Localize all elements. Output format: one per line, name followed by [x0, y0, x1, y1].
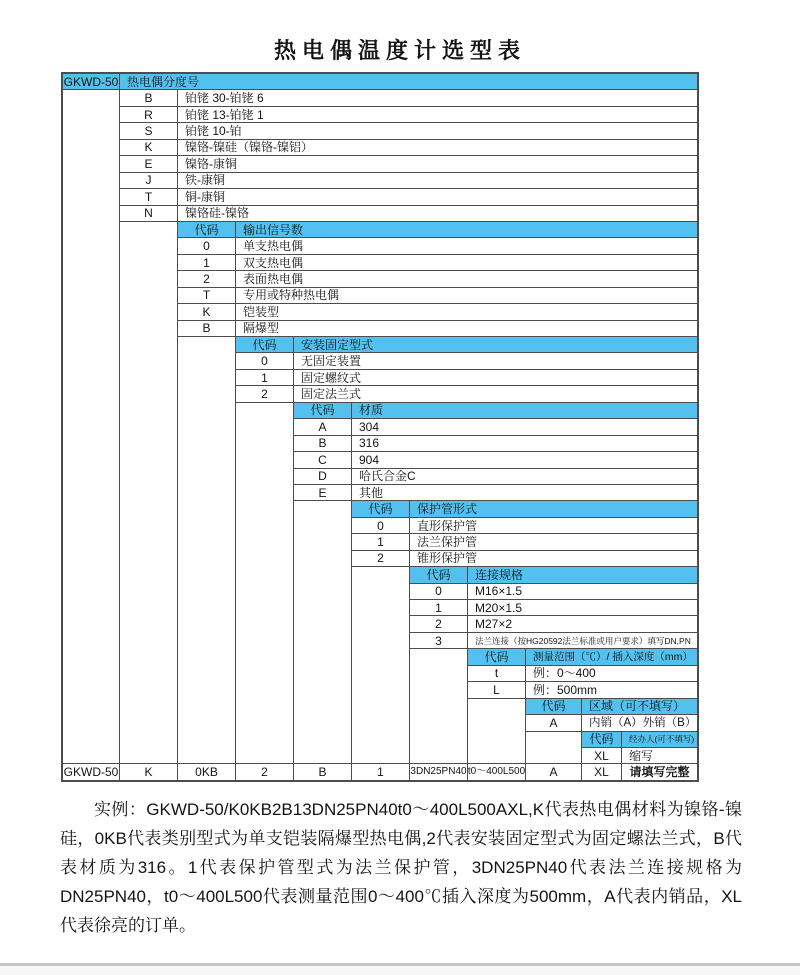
section-title-cell: 材质: [351, 402, 697, 418]
section-title-cell: 经办人(可不填写): [621, 731, 697, 747]
option-code-cell: T: [177, 287, 235, 303]
code-header-cell: 代码: [467, 648, 525, 664]
summary-cell: A: [525, 763, 581, 779]
option-desc-cell: M27×2: [467, 615, 697, 631]
option-code-cell: T: [119, 188, 177, 204]
option-code-cell: D: [293, 468, 351, 484]
option-desc-cell: 内销（A）外销（B）: [581, 714, 697, 730]
option-code-cell: 1: [409, 599, 467, 615]
column-spacer-cell: [62, 89, 119, 763]
option-desc-cell: 固定法兰式: [293, 385, 697, 401]
section-title-cell: 安装固定型式: [293, 336, 697, 352]
option-desc-cell: 铂铑 10-铂: [177, 122, 697, 138]
code-header-cell: 代码: [177, 221, 235, 237]
section-title-cell: 连接规格: [467, 566, 697, 582]
example-paragraph: 实例：GKWD-50/K0KB2B13DN25PN40t0～400L500AXL,K代表热电偶材料为镍铬-镍硅，0KB代表类别型式为单支铠装隔爆型热电偶,2代表安装固定型式为固定螺法兰式，B代表材质为316。1代表保护管型式为法兰保护管，3DN25PN40代表法兰连接规格为DN25PN40，t0～400L500代表测量范围0～400℃插入深度为500mm，A代表内销品，XL代表徐亮的订单。: [60, 800, 742, 935]
option-desc-cell: 镍铬-镍硅（镍铬-镍铝）: [177, 139, 697, 155]
page-title: 热电偶温度计选型表: [273, 38, 526, 63]
section-title-cell: 保护管形式: [409, 500, 697, 516]
option-desc-cell: 锥形保护管: [409, 550, 697, 566]
code-header-cell: 代码: [351, 500, 409, 516]
option-code-cell: B: [293, 435, 351, 451]
column-spacer-cell: [177, 336, 235, 763]
option-desc-cell: 哈氏合金C: [351, 468, 697, 484]
option-code-cell: XL: [581, 747, 621, 763]
option-desc-cell: 铜-康铜: [177, 188, 697, 204]
option-desc-cell: 904: [351, 451, 697, 467]
code-header-cell: 代码: [409, 566, 467, 582]
section-title-cell: 测量范围（℃）/ 插入深度（mm）: [525, 648, 697, 664]
option-code-cell: E: [293, 484, 351, 500]
option-desc-cell: 316: [351, 435, 697, 451]
option-desc-cell: 单支热电偶: [235, 237, 697, 253]
option-code-cell: R: [119, 106, 177, 122]
summary-cell: 3DN25PN40: [409, 763, 467, 779]
model-code-cell: GKWD-50: [63, 74, 119, 89]
option-code-cell: t: [467, 665, 525, 681]
section-title-cell: 输出信号数: [235, 221, 697, 237]
option-desc-cell: 铂铑 13-铂铑 1: [177, 106, 697, 122]
option-code-cell: 0: [177, 237, 235, 253]
option-code-cell: J: [119, 172, 177, 188]
summary-cell: GKWD-50: [63, 765, 119, 780]
summary-cell: t0～400L500: [467, 763, 525, 779]
column-spacer-cell: [525, 731, 581, 764]
option-code-cell: K: [119, 139, 177, 155]
option-code-cell: S: [119, 122, 177, 138]
summary-cell: 0KB: [177, 763, 235, 779]
option-desc-cell: 镍铬-康铜: [177, 155, 697, 171]
column-spacer-cell: [467, 698, 525, 764]
selection-table: [62, 73, 698, 781]
column-spacer-cell: [351, 566, 409, 763]
option-code-cell: 2: [177, 270, 235, 286]
option-desc-cell: 隔爆型: [235, 320, 697, 336]
option-code-cell: 2: [351, 550, 409, 566]
option-desc-cell: 专用或特种热电偶: [235, 287, 697, 303]
option-code-cell: 1: [235, 369, 293, 385]
option-desc-cell: 无固定装置: [293, 352, 697, 368]
option-desc-cell: 法兰保护管: [409, 533, 697, 549]
option-desc-cell: 表面热电偶: [235, 270, 697, 286]
option-desc-cell: M20×1.5: [467, 599, 697, 615]
option-code-cell: B: [119, 89, 177, 105]
option-code-cell: K: [177, 303, 235, 319]
section-title-cell: 区域（可不填写）: [581, 698, 697, 714]
option-code-cell: 0: [235, 352, 293, 368]
summary-cell: B: [293, 763, 351, 779]
option-desc-cell: 法兰连接（按HG20592法兰标准或用户要求）填写DN,PN: [467, 632, 697, 648]
option-code-cell: 0: [409, 583, 467, 599]
option-code-cell: 1: [177, 254, 235, 270]
summary-cell: 2: [235, 763, 293, 779]
option-desc-cell: 铁-康铜: [177, 172, 697, 188]
option-desc-cell: 铂铑 30-铂铑 6: [177, 89, 697, 105]
option-code-cell: C: [293, 451, 351, 467]
option-code-cell: L: [467, 681, 525, 697]
option-code-cell: A: [525, 714, 581, 730]
section-title-cell: 热电偶分度号: [119, 73, 697, 89]
code-header-cell: 代码: [235, 336, 293, 352]
option-desc-cell: 直形保护管: [409, 517, 697, 533]
column-spacer-cell: [119, 221, 177, 763]
summary-cell: 请填写完整: [621, 763, 697, 779]
code-header-cell: 代码: [293, 402, 351, 418]
option-desc-cell: 铠装型: [235, 303, 697, 319]
option-desc-cell: 固定螺纹式: [293, 369, 697, 385]
option-desc-cell: 缩写: [621, 747, 697, 763]
option-desc-cell: 例：500mm: [525, 681, 697, 697]
summary-cell: XL: [581, 763, 621, 779]
column-spacer-cell: [235, 402, 293, 764]
column-spacer-cell: [293, 500, 351, 763]
code-header-cell: 代码: [525, 698, 581, 714]
option-code-cell: 0: [351, 517, 409, 533]
option-desc-cell: M16×1.5: [467, 583, 697, 599]
option-desc-cell: 镍铬硅-镍铬: [177, 205, 697, 221]
option-desc-cell: 其他: [351, 484, 697, 500]
option-desc-cell: 304: [351, 418, 697, 434]
summary-cell: 1: [351, 763, 409, 779]
column-spacer-cell: [409, 648, 467, 763]
option-code-cell: 1: [351, 533, 409, 549]
option-code-cell: B: [177, 320, 235, 336]
option-desc-cell: 例：0～400: [525, 665, 697, 681]
option-code-cell: A: [293, 418, 351, 434]
option-code-cell: N: [119, 205, 177, 221]
option-code-cell: 2: [235, 385, 293, 401]
page-bottom-strip: [0, 966, 800, 975]
option-desc-cell: 双支热电偶: [235, 254, 697, 270]
summary-cell: K: [119, 763, 177, 779]
option-code-cell: 3: [409, 632, 467, 648]
option-code-cell: 2: [409, 615, 467, 631]
code-header-cell: 代码: [581, 731, 621, 747]
option-code-cell: E: [119, 155, 177, 171]
